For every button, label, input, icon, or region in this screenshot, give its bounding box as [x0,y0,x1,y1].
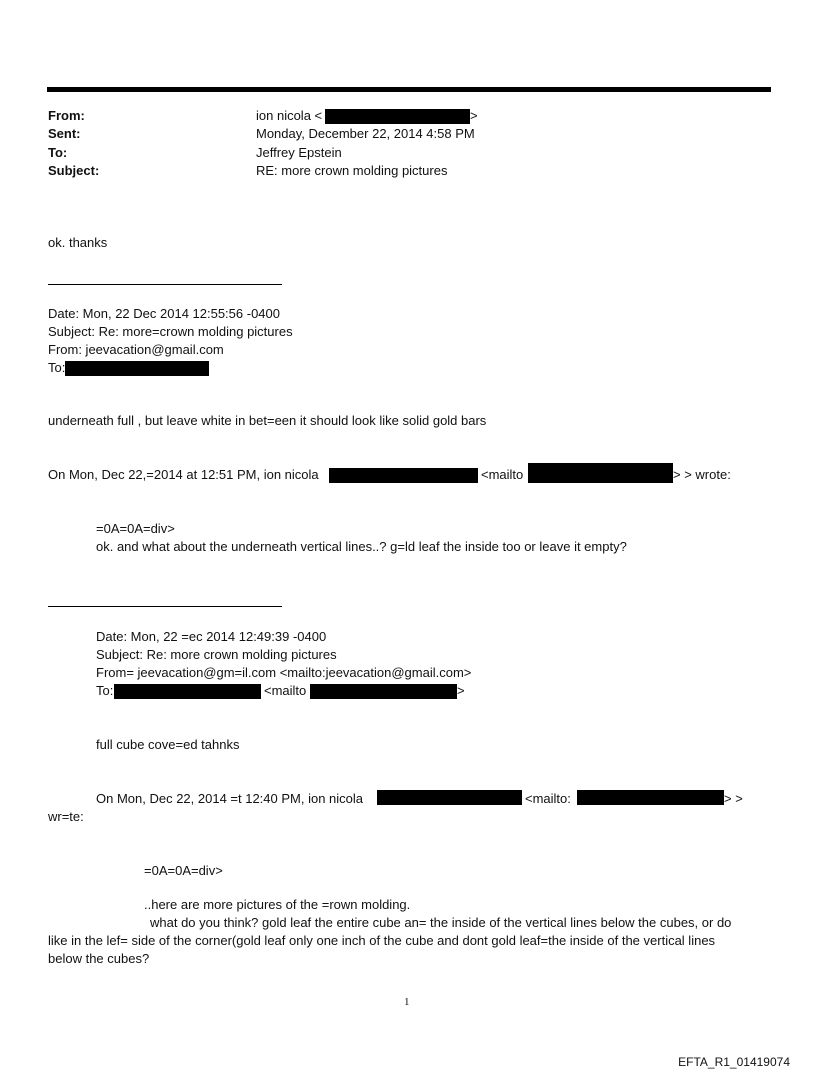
separator-line [48,284,282,285]
msg3-to: To: [96,683,114,698]
subject-value: RE: more crown molding pictures [256,163,448,178]
msg3-body: full cube cove=ed tahnks [96,737,240,752]
from-close: > [470,108,478,123]
sent-label: Sent: [48,126,81,141]
msg3-to-close: > [457,683,465,698]
msg3-quote-intro: On Mon, Dec 22, 2014 =t 12:40 PM, ion nicola [96,791,364,806]
header-rule [47,87,771,92]
redaction-box [114,684,261,699]
msg4-line2: what do you think? gold leaf the entire cube an= the inside of the vertical lines below the cubes, or do [150,915,732,930]
msg1-to: To: [48,360,66,375]
redaction-box [65,361,209,376]
msg4-artifact: =0A=0A=div> [144,863,223,878]
from-label: From: [48,108,85,123]
redaction-box [577,790,724,805]
msg1-date: Date: Mon, 22 Dec 2014 12:55:56 -0400 [48,306,280,321]
separator-line [48,606,282,607]
msg1-quote-intro: On Mon, Dec 22,=2014 at 12:51 PM, ion nicola [48,467,319,482]
redaction-box [325,109,470,124]
from-value: ion nicola < [256,108,323,123]
msg4-line4: below the cubes? [48,951,150,966]
msg3-quote-wrote: wr=te: [48,809,84,824]
msg1-quote-wrote: > > wrote: [673,467,731,482]
msg3-subject: Subject: Re: more crown molding pictures [96,647,337,662]
msg3-from: From= jeevacation@gm=il.com <mailto:jeevacation@gmail.com> [96,665,472,680]
msg3-to-mailto: <mailto [264,683,307,698]
redaction-box [310,684,457,699]
redaction-box [377,790,522,805]
document-id: EFTA_R1_01419074 [678,1055,790,1069]
msg2-artifact: =0A=0A=div> [96,521,175,536]
to-value: Jeffrey Epstein [256,145,342,160]
msg3-date: Date: Mon, 22 =ec 2014 12:49:39 -0400 [96,629,327,644]
reply-body: ok. thanks [48,235,108,250]
msg3-quote-mailto: <mailto: [525,791,571,806]
msg1-quote-mailto: <mailto [481,467,524,482]
msg4-line1: ..here are more pictures of the =rown molding. [144,897,411,912]
subject-label: Subject: [48,163,100,178]
msg4-line3: like in the lef= side of the corner(gold leaf only one inch of the cube and dont gold leaf=the inside of the vertical lines [48,933,716,948]
redaction-box [528,463,673,483]
msg2-body: ok. and what about the underneath vertical lines..? g=ld leaf the inside too or leave it empty? [96,539,627,554]
sent-value: Monday, December 22, 2014 4:58 PM [256,126,475,141]
to-label: To: [48,145,68,160]
page-number: 1 [404,996,410,1008]
msg1-subject: Subject: Re: more=crown molding pictures [48,324,293,339]
msg1-from: From: jeevacation@gmail.com [48,342,224,357]
msg1-body: underneath full , but leave white in bet=een it should look like solid gold bars [48,413,487,428]
redaction-box [329,468,478,483]
msg3-quote-close: > > [724,791,743,806]
